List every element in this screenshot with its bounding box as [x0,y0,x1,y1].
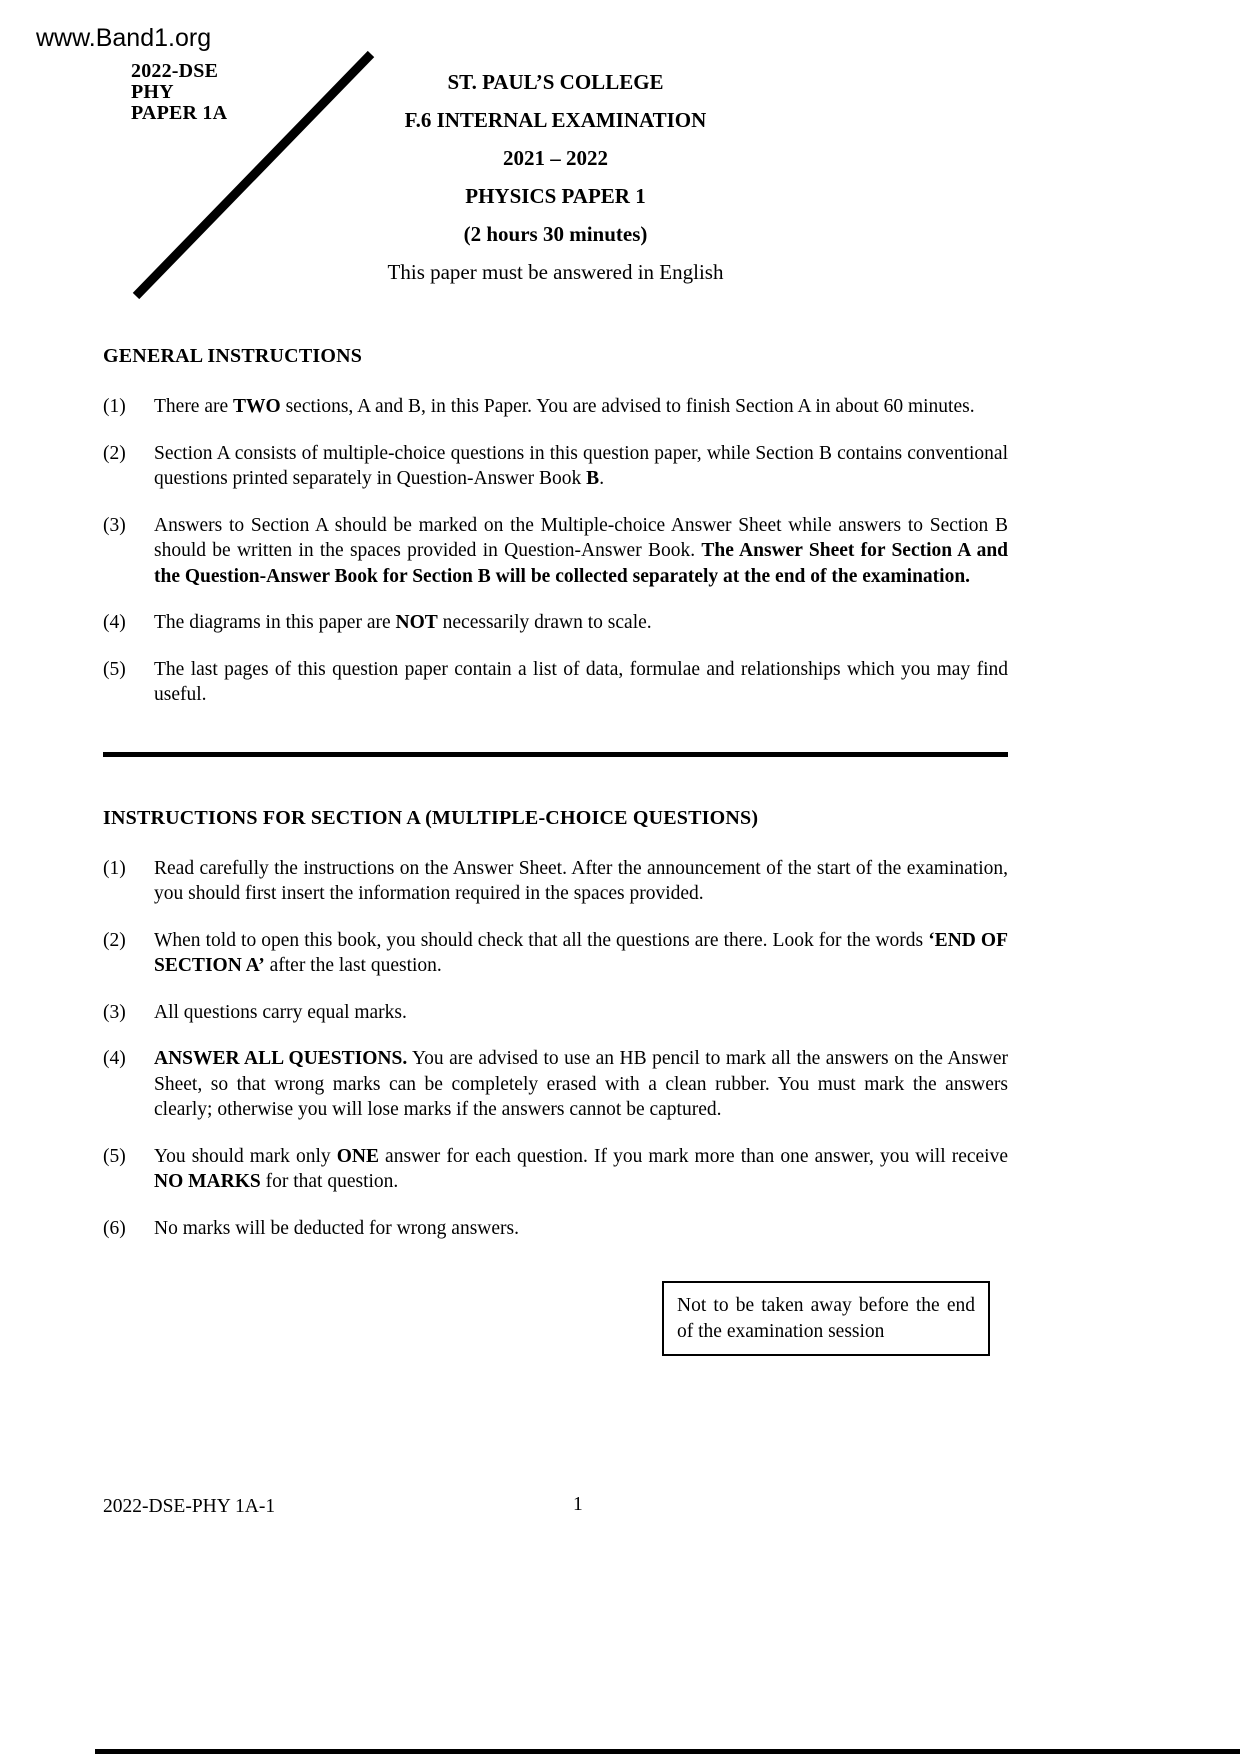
instruction-number: (6) [103,1217,126,1239]
instruction-text: Answers to Section A should be marked on the Multiple-choice Answer Sheet while answers to Section B should be written in the spaces provided in Question-Answer Book. The Answer Sheet for Section A and the Question-Answer Book for Section B will be collected separately at the end of the examination. [154,514,1009,587]
instruction-number: (5) [103,658,126,680]
scan-edge-artifact [95,1749,1240,1754]
instruction-text: The last pages of this question paper contain a list of data, formulae and relationships which you may find useful. [154,658,1008,705]
instruction-item [103,394,1008,420]
instruction-item [103,1216,1008,1242]
instruction-text: No marks will be deducted for wrong answers. [154,1217,519,1239]
paper-duration: (2 hours 30 minutes) [463,222,648,246]
language-note: This paper must be answered in English [387,260,724,284]
notice-box: Not to be taken away before the end of the examination session [662,1281,990,1356]
footer-page-number: 1 [573,1494,583,1515]
instruction-text: When told to open this book, you should check that all the questions are there. Look for the words ‘END OF SECTION A’ after the last question. [154,929,1008,976]
exam-title: F.6 INTERNAL EXAMINATION [404,108,707,132]
general-instructions-list [103,394,1008,708]
instruction-item [103,928,1008,979]
instruction-text: There are TWO sections, A and B, in this Paper. You are advised to finish Section A in about 60 minutes. [154,396,975,417]
exam-header [103,70,1008,298]
general-instructions-title: GENERAL INSTRUCTIONS [103,345,363,367]
school-name: ST. PAUL’S COLLEGE [447,70,664,94]
paper-title: PHYSICS PAPER 1 [465,184,646,208]
footer-paper-code: 2022-DSE-PHY 1A-1 [103,1496,276,1517]
instruction-item [103,610,1008,636]
instruction-item [103,1046,1008,1123]
instruction-text: You should mark only ONE answer for each question. If you mark more than one answer, you will receive NO MARKS for that question. [154,1145,1009,1192]
paper-code-line-2: PHY [131,81,174,103]
instruction-number: (1) [103,857,126,879]
section-a-instructions-title: INSTRUCTIONS FOR SECTION A (MULTIPLE-CHOICE QUESTIONS) [103,806,759,829]
section-divider [103,752,1008,757]
instruction-item [103,441,1008,492]
instruction-item [103,657,1008,708]
instruction-number: (1) [103,396,126,417]
instruction-text: The diagrams in this paper are NOT necessarily drawn to scale. [154,612,652,633]
page-content [103,345,1008,1356]
instruction-number: (4) [103,1048,126,1069]
instruction-text: All questions carry equal marks. [154,1001,407,1023]
paper-code-line-1: 2022-DSE [131,60,219,82]
watermark-text: www.Band1.org [36,24,212,52]
instruction-text: Read carefully the instructions on the Answer Sheet. After the announcement of the start of the examination, you should first insert the information required in the spaces provided. [154,857,1008,904]
instruction-text: Section A consists of multiple-choice questions in this question paper, while Section B contains conventional questions printed separately in Question-Answer Book B. [154,442,1008,489]
instruction-item [103,1000,1008,1026]
instruction-number: (3) [103,514,126,536]
instruction-item [103,856,1008,907]
instruction-number: (2) [103,929,126,951]
instruction-item [103,1144,1008,1195]
instruction-item [103,513,1008,590]
instruction-text: ANSWER ALL QUESTIONS. You are advised to use an HB pencil to mark all the answers on the Answer Sheet, so that wrong marks can be completely erased with a clean rubber. You must mark the answers clearly; otherwise you will lose marks if the answers cannot be captured. [154,1048,1008,1120]
instruction-number: (5) [103,1145,126,1167]
paper-code-line-3: PAPER 1A [131,102,228,124]
section-a-instructions-list [103,856,1008,1242]
instruction-number: (4) [103,612,126,633]
instruction-number: (2) [103,442,126,464]
instruction-number: (3) [103,1001,126,1023]
exam-year: 2021 – 2022 [503,146,608,170]
